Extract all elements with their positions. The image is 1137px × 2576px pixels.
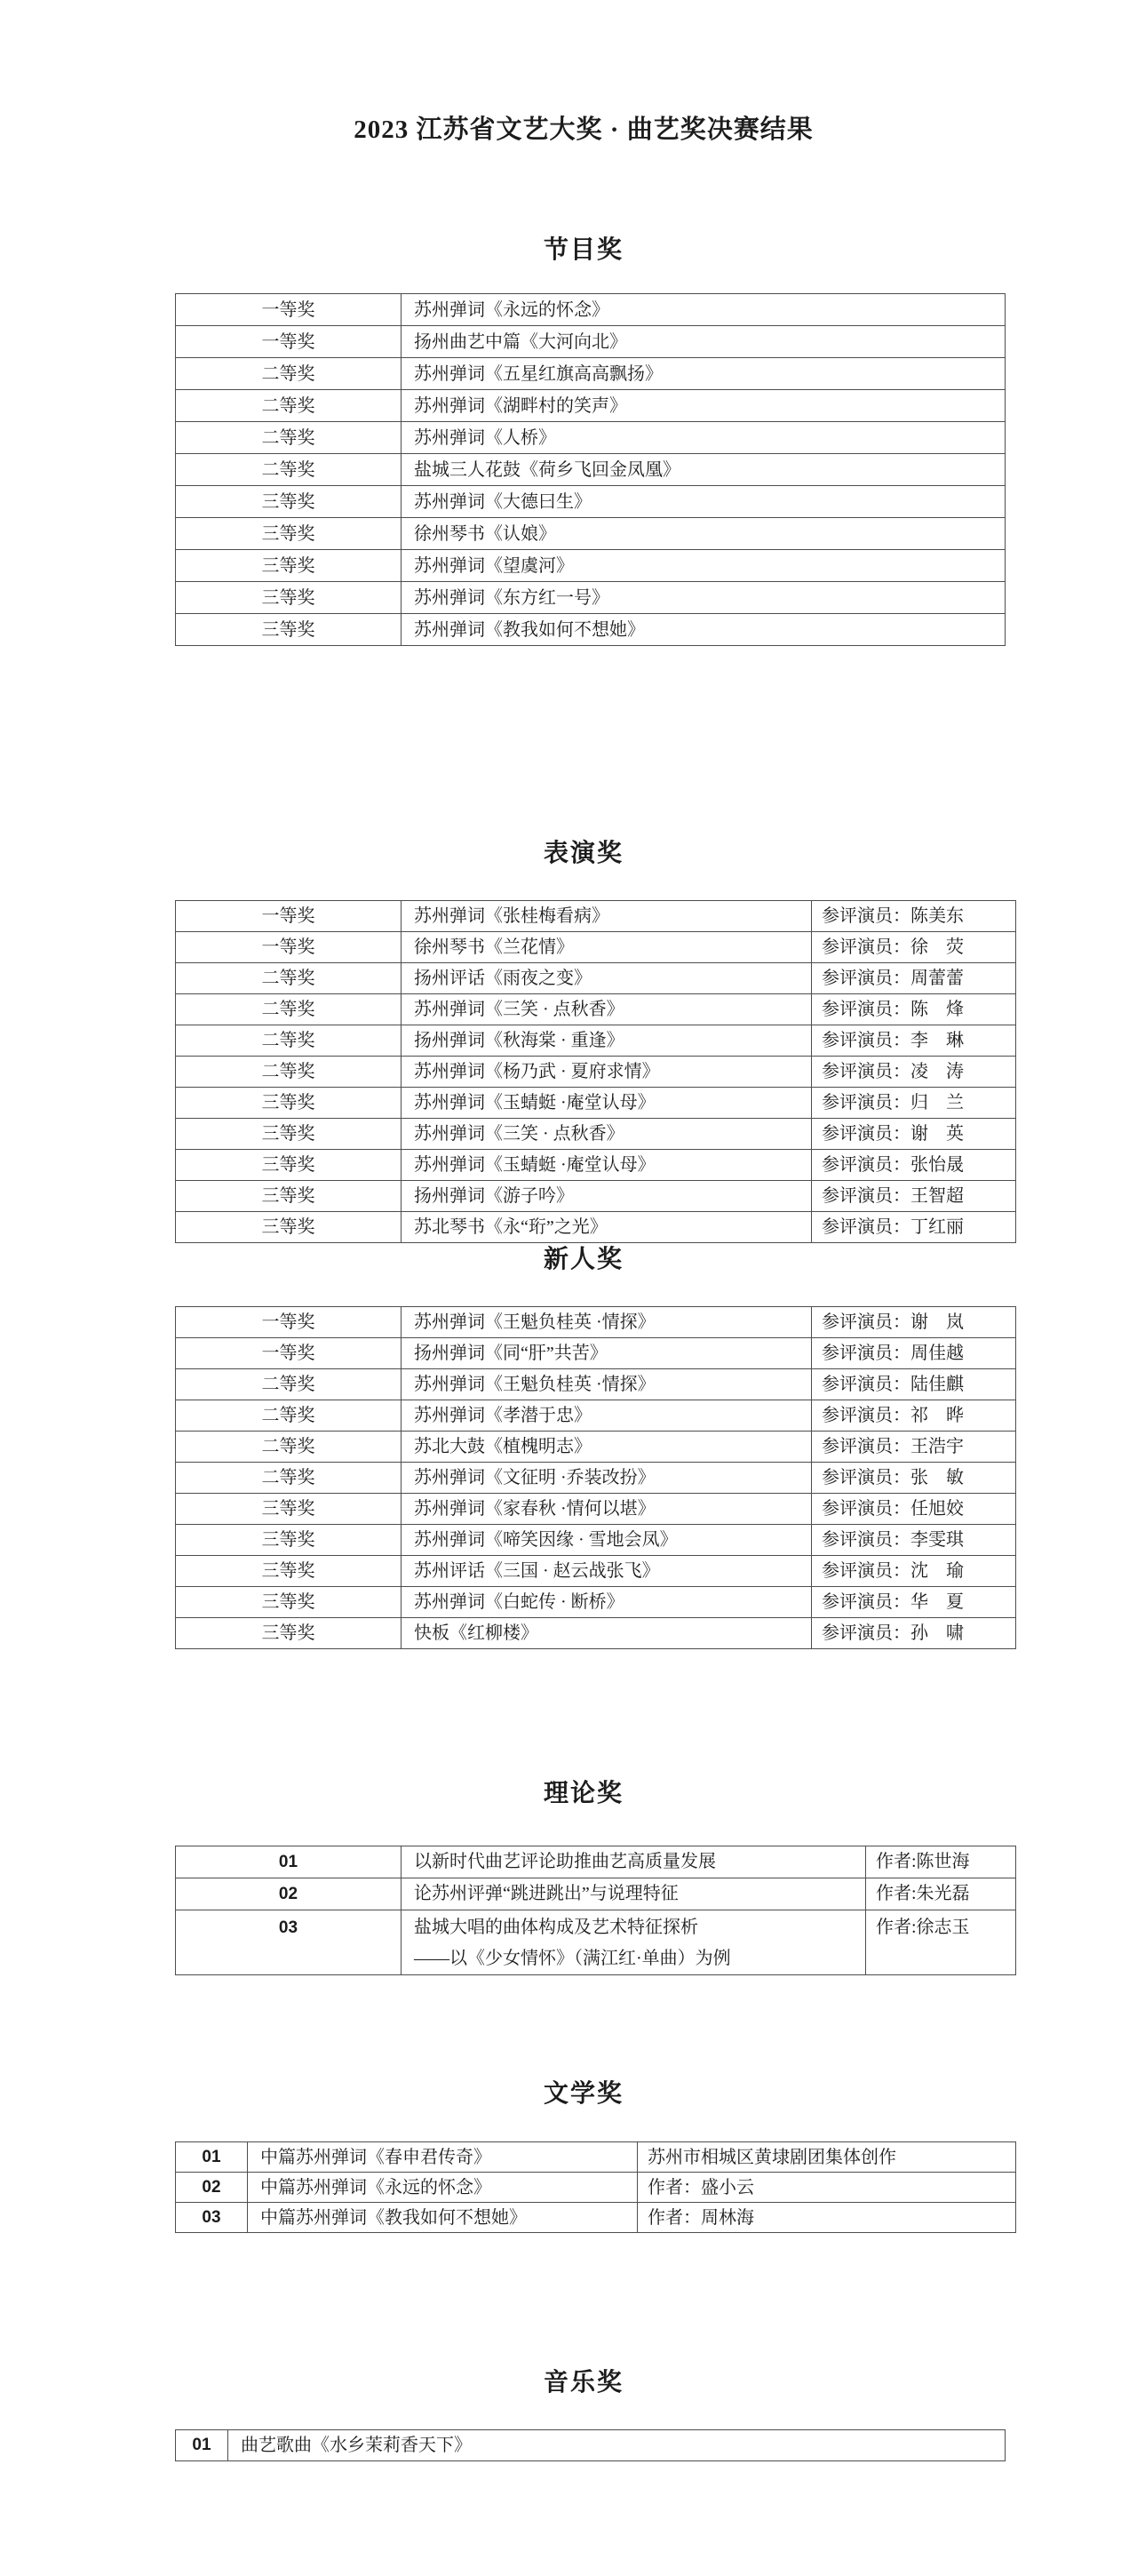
program-title-cell: 苏州弹词《东方红一号》 <box>402 582 1006 614</box>
award-rank-cell: 三等奖 <box>176 614 402 646</box>
table-row <box>176 390 1006 422</box>
entry-number-cell: 01 <box>176 1846 402 1878</box>
table-row <box>176 1494 1016 1525</box>
program-award-table <box>175 293 1006 646</box>
author-cell: 作者：盛小云 <box>638 2173 1016 2203</box>
award-rank-cell: 三等奖 <box>176 1525 402 1556</box>
author-cell: 苏州市相城区黄埭剧团集体创作 <box>638 2142 1016 2173</box>
entry-number-cell: 03 <box>176 1910 402 1975</box>
award-rank-cell: 三等奖 <box>176 518 402 550</box>
program-title-cell: 苏州弹词《五星红旗高高飘扬》 <box>402 358 1006 390</box>
program-title-cell: 苏州评话《三国 · 赵云战张飞》 <box>402 1556 812 1587</box>
award-rank-cell: 二等奖 <box>176 1057 402 1088</box>
table-row <box>176 2142 1016 2173</box>
program-title-cell: 苏州弹词《王魁负桂英 ·情探》 <box>402 1307 812 1338</box>
section-newcomer-award <box>0 1244 1137 1649</box>
entry-number-cell: 02 <box>176 1878 402 1910</box>
award-rank-cell: 二等奖 <box>176 390 402 422</box>
award-rank-cell: 三等奖 <box>176 1150 402 1181</box>
award-rank-cell: 一等奖 <box>176 1338 402 1369</box>
award-rank-cell: 一等奖 <box>176 901 402 932</box>
table-row <box>176 1910 1016 1975</box>
award-rank-cell: 三等奖 <box>176 1212 402 1243</box>
theory-award-heading: 理论奖 <box>543 1780 624 1807</box>
document-title: 2023 江苏省文艺大奖 · 曲艺奖决赛结果 <box>354 116 814 144</box>
table-row <box>176 1307 1016 1338</box>
table-row <box>176 1587 1016 1618</box>
program-title-cell: 扬州弹词《游子吟》 <box>402 1181 812 1212</box>
program-title-cell: 苏州弹词《张桂梅看病》 <box>402 901 812 932</box>
program-title-cell: 苏州弹词《玉蜻蜓 ·庵堂认母》 <box>402 1088 812 1119</box>
program-title-cell: 扬州曲艺中篇《大河向北》 <box>402 326 1006 358</box>
table-row <box>176 1400 1016 1432</box>
award-rank-cell: 一等奖 <box>176 1307 402 1338</box>
performer-cell: 参评演员：凌 涛 <box>812 1057 1016 1088</box>
award-rank-cell: 二等奖 <box>176 358 402 390</box>
program-title-cell: 苏州弹词《孝潜于忠》 <box>402 1400 812 1432</box>
author-cell: 作者:陈世海 <box>866 1846 1016 1878</box>
table-row <box>176 1525 1016 1556</box>
section-performance-award <box>0 838 1137 1243</box>
entry-number-cell: 02 <box>176 2173 248 2203</box>
performer-cell: 参评演员：归 兰 <box>812 1088 1016 1119</box>
author-cell: 作者:徐志玉 <box>866 1910 1016 1975</box>
literature-award-heading: 文学奖 <box>543 2080 624 2108</box>
program-title-cell: 苏州弹词《三笑 · 点秋香》 <box>402 1119 812 1150</box>
work-title-cell: 中篇苏州弹词《永远的怀念》 <box>248 2173 638 2203</box>
table-row <box>176 1088 1016 1119</box>
award-rank-cell: 一等奖 <box>176 294 402 326</box>
program-title-cell: 苏州弹词《杨乃武 · 夏府求情》 <box>402 1057 812 1088</box>
program-award-heading: 节目奖 <box>543 236 624 264</box>
performer-cell: 参评演员：李雯琪 <box>812 1525 1016 1556</box>
award-rank-cell: 二等奖 <box>176 994 402 1025</box>
performer-cell: 参评演员：张怡晟 <box>812 1150 1016 1181</box>
entry-number-cell: 01 <box>176 2430 228 2461</box>
table-row <box>176 1057 1016 1088</box>
program-title-cell: 徐州琴书《兰花情》 <box>402 932 812 963</box>
table-row <box>176 582 1006 614</box>
performer-cell: 参评演员：孙 啸 <box>812 1618 1016 1649</box>
program-title-cell: 苏州弹词《望虞河》 <box>402 550 1006 582</box>
performer-cell: 参评演员：陈 烽 <box>812 994 1016 1025</box>
award-rank-cell: 三等奖 <box>176 1119 402 1150</box>
section-theory-award <box>0 1778 1137 1975</box>
section-program-award <box>0 235 1137 646</box>
award-rank-cell: 三等奖 <box>176 1088 402 1119</box>
work-title-cell: 中篇苏州弹词《教我如何不想她》 <box>248 2203 638 2233</box>
table-row <box>176 1025 1016 1057</box>
award-rank-cell: 二等奖 <box>176 1369 402 1400</box>
table-row <box>176 550 1006 582</box>
program-title-cell: 苏州弹词《人桥》 <box>402 422 1006 454</box>
table-row <box>176 2430 1006 2461</box>
award-rank-cell: 二等奖 <box>176 1025 402 1057</box>
performer-cell: 参评演员：华 夏 <box>812 1587 1016 1618</box>
table-row <box>176 454 1006 486</box>
table-row <box>176 963 1016 994</box>
paper-title-cell: 盐城大唱的曲体构成及艺术特征探析 ——以《少女情怀》（满江红·单曲）为例 <box>402 1910 866 1975</box>
table-row <box>176 932 1016 963</box>
performer-cell: 参评演员：李 琳 <box>812 1025 1016 1057</box>
table-row <box>176 486 1006 518</box>
performer-cell: 参评演员：谢 岚 <box>812 1307 1016 1338</box>
program-title-cell: 苏州弹词《家春秋 ·情何以堪》 <box>402 1494 812 1525</box>
table-row <box>176 1878 1016 1910</box>
award-rank-cell: 三等奖 <box>176 1587 402 1618</box>
entry-number-cell: 03 <box>176 2203 248 2233</box>
table-row <box>176 358 1006 390</box>
performer-cell: 参评演员：沈 瑜 <box>812 1556 1016 1587</box>
author-cell: 作者：周林海 <box>638 2203 1016 2233</box>
table-row <box>176 422 1006 454</box>
performer-cell: 参评演员：张 敏 <box>812 1463 1016 1494</box>
table-row <box>176 326 1006 358</box>
table-row <box>176 2173 1016 2203</box>
program-title-cell: 苏州弹词《教我如何不想她》 <box>402 614 1006 646</box>
program-title-cell: 苏州弹词《大德曰生》 <box>402 486 1006 518</box>
program-title-cell: 快板《红柳楼》 <box>402 1618 812 1649</box>
table-row <box>176 2203 1016 2233</box>
award-rank-cell: 二等奖 <box>176 963 402 994</box>
award-rank-cell: 三等奖 <box>176 1618 402 1649</box>
award-rank-cell: 三等奖 <box>176 582 402 614</box>
table-row <box>176 1338 1016 1369</box>
program-title-cell: 徐州琴书《认娘》 <box>402 518 1006 550</box>
award-rank-cell: 三等奖 <box>176 1494 402 1525</box>
program-title-cell: 苏州弹词《三笑 · 点秋香》 <box>402 994 812 1025</box>
program-title-cell: 苏州弹词《白蛇传 · 断桥》 <box>402 1587 812 1618</box>
program-title-cell: 苏州弹词《永远的怀念》 <box>402 294 1006 326</box>
program-title-cell: 扬州弹词《秋海棠 · 重逢》 <box>402 1025 812 1057</box>
award-rank-cell: 二等奖 <box>176 1400 402 1432</box>
performance-award-table <box>175 900 1016 1243</box>
performer-cell: 参评演员：徐 荧 <box>812 932 1016 963</box>
program-title-cell: 苏州弹词《啼笑因缘 · 雪地会凤》 <box>402 1525 812 1556</box>
author-cell: 作者:朱光磊 <box>866 1878 1016 1910</box>
performer-cell: 参评演员：王浩宇 <box>812 1432 1016 1463</box>
table-row <box>176 1846 1016 1878</box>
award-rank-cell: 二等奖 <box>176 1463 402 1494</box>
literature-award-table <box>175 2141 1016 2233</box>
table-row <box>176 1212 1016 1243</box>
award-rank-cell: 二等奖 <box>176 1432 402 1463</box>
program-title-cell: 苏州弹词《玉蜻蜓 ·庵堂认母》 <box>402 1150 812 1181</box>
entry-number-cell: 01 <box>176 2142 248 2173</box>
performer-cell: 参评演员：陈美东 <box>812 901 1016 932</box>
table-row <box>176 1463 1016 1494</box>
performer-cell: 参评演员：谢 英 <box>812 1119 1016 1150</box>
newcomer-award-table <box>175 1306 1016 1649</box>
award-rank-cell: 二等奖 <box>176 454 402 486</box>
award-rank-cell: 三等奖 <box>176 1556 402 1587</box>
program-title-cell: 扬州评话《雨夜之变》 <box>402 963 812 994</box>
performer-cell: 参评演员：丁红丽 <box>812 1212 1016 1243</box>
award-rank-cell: 三等奖 <box>176 550 402 582</box>
program-title-cell: 扬州弹词《同“肝”共苦》 <box>402 1338 812 1369</box>
newcomer-award-heading: 新人奖 <box>543 1246 624 1273</box>
section-music-award <box>0 2367 1137 2461</box>
award-rank-cell: 三等奖 <box>176 1181 402 1212</box>
program-title-cell: 盐城三人花鼓《荷乡飞回金凤凰》 <box>402 454 1006 486</box>
program-title-cell: 苏北大鼓《植槐明志》 <box>402 1432 812 1463</box>
program-title-cell: 苏州弹词《湖畔村的笑声》 <box>402 390 1006 422</box>
performance-award-heading: 表演奖 <box>543 840 624 867</box>
table-row <box>176 1150 1016 1181</box>
performer-cell: 参评演员：王智超 <box>812 1181 1016 1212</box>
table-row <box>176 1119 1016 1150</box>
table-row <box>176 294 1006 326</box>
program-title-cell: 苏北琴书《永“珩”之光》 <box>402 1212 812 1243</box>
performer-cell: 参评演员：任旭姣 <box>812 1494 1016 1525</box>
award-rank-cell: 一等奖 <box>176 326 402 358</box>
performer-cell: 参评演员：祁 晔 <box>812 1400 1016 1432</box>
work-title-cell: 中篇苏州弹词《春申君传奇》 <box>248 2142 638 2173</box>
performer-cell: 参评演员：周蕾蕾 <box>812 963 1016 994</box>
performer-cell: 参评演员：陆佳麒 <box>812 1369 1016 1400</box>
work-title-cell: 曲艺歌曲《水乡茉莉香天下》 <box>228 2430 1006 2461</box>
music-award-table <box>175 2429 1006 2461</box>
table-row <box>176 1618 1016 1649</box>
paper-title-cell: 论苏州评弹“跳进跳出”与说理特征 <box>402 1878 866 1910</box>
table-row <box>176 901 1016 932</box>
table-row <box>176 1181 1016 1212</box>
table-row <box>176 1432 1016 1463</box>
theory-award-table <box>175 1846 1016 1975</box>
award-rank-cell: 三等奖 <box>176 486 402 518</box>
music-award-heading: 音乐奖 <box>543 2369 624 2397</box>
award-rank-cell: 一等奖 <box>176 932 402 963</box>
performer-cell: 参评演员：周佳越 <box>812 1338 1016 1369</box>
award-rank-cell: 二等奖 <box>176 422 402 454</box>
section-literature-award <box>0 2078 1137 2233</box>
table-row <box>176 518 1006 550</box>
program-title-cell: 苏州弹词《文征明 ·乔装改扮》 <box>402 1463 812 1494</box>
table-row <box>176 994 1016 1025</box>
table-row <box>176 614 1006 646</box>
table-row <box>176 1369 1016 1400</box>
paper-title-cell: 以新时代曲艺评论助推曲艺高质量发展 <box>402 1846 866 1878</box>
program-title-cell: 苏州弹词《王魁负桂英 ·情探》 <box>402 1369 812 1400</box>
table-row <box>176 1556 1016 1587</box>
